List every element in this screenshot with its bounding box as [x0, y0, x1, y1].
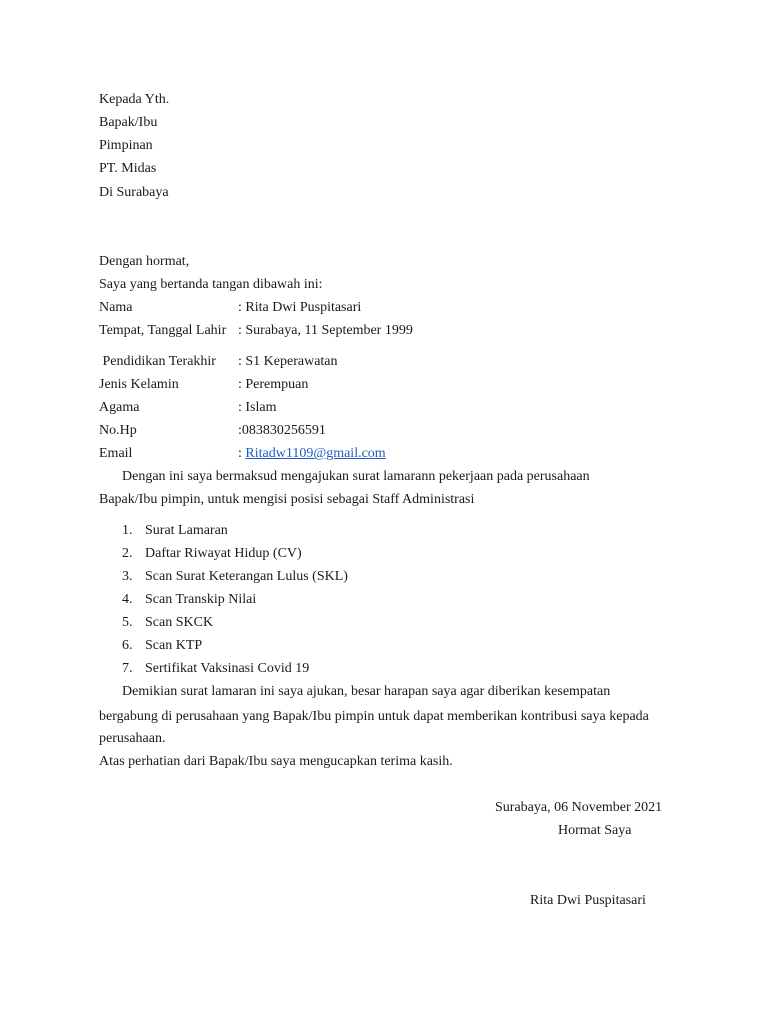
closing-paragraph-line: bergabung di perusahaan yang Bapak/Ibu pimpin untuk dapat memberikan kontribusi saya kepada	[99, 709, 649, 724]
field-label: Pendidikan Terakhir	[99, 354, 216, 369]
list-text: Sertifikat Vaksinasi Covid 19	[145, 661, 310, 676]
signature-regards: Hormat Saya	[558, 823, 632, 838]
intro-text: Saya yang bertanda tangan dibawah ini:	[99, 277, 323, 292]
field-label: Jenis Kelamin	[99, 377, 179, 392]
list-text: Scan SKCK	[145, 615, 214, 630]
email-link[interactable]: Ritadw1109@gmail.com	[245, 446, 386, 461]
list-number: 3.	[122, 569, 133, 584]
list-number: 4.	[122, 592, 133, 607]
list-number: 1.	[122, 523, 133, 538]
closing-paragraph-line: perusahaan.	[99, 731, 166, 746]
list-number: 7.	[122, 661, 133, 676]
field-label: Nama	[99, 300, 133, 315]
field-label: Agama	[99, 400, 140, 415]
list-text: Scan KTP	[145, 638, 203, 653]
list-text: Surat Lamaran	[145, 523, 228, 538]
field-label: No.Hp	[99, 423, 137, 438]
recipient-line: PT. Midas	[99, 161, 157, 176]
list-number: 6.	[122, 638, 133, 653]
recipient-line: Kepada Yth.	[99, 92, 170, 107]
recipient-line: Bapak/Ibu	[99, 115, 158, 130]
body-paragraph-line: Bapak/Ibu pimpin, untuk mengisi posisi sebagai Staff Administrasi	[99, 492, 475, 507]
field-value: : S1 Keperawatan	[238, 354, 338, 369]
list-text: Daftar Riwayat Hidup (CV)	[145, 546, 302, 561]
field-value: : Rita Dwi Puspitasari	[238, 300, 362, 315]
greeting: Dengan hormat,	[99, 254, 190, 269]
body-paragraph-line: Dengan ini saya bermaksud mengajukan surat lamarann pekerjaan pada perusahaan	[122, 469, 590, 484]
field-value: : Surabaya, 11 September 1999	[238, 323, 413, 338]
list-text: Scan Surat Keterangan Lulus (SKL)	[145, 569, 348, 584]
recipient-line: Di Surabaya	[99, 185, 169, 200]
signature-place-date: Surabaya, 06 November 2021	[495, 800, 663, 815]
list-number: 5.	[122, 615, 133, 630]
email-prefix: :	[238, 446, 246, 461]
field-label: Tempat, Tanggal Lahir	[99, 323, 227, 338]
signature-name: Rita Dwi Puspitasari	[530, 893, 646, 908]
closing-paragraph-line: Demikian surat lamaran ini saya ajukan, besar harapan saya agar diberikan kesempatan	[122, 684, 611, 699]
field-value: : Perempuan	[238, 377, 309, 392]
field-value: :083830256591	[238, 423, 326, 438]
recipient-line: Pimpinan	[99, 138, 153, 153]
list-number: 2.	[122, 546, 133, 561]
list-text: Scan Transkip Nilai	[145, 592, 257, 607]
field-value	[238, 445, 386, 463]
field-value: : Islam	[238, 400, 277, 415]
thanks-line: Atas perhatian dari Bapak/Ibu saya mengucapkan terima kasih.	[99, 754, 453, 769]
field-label: Email	[99, 446, 133, 461]
